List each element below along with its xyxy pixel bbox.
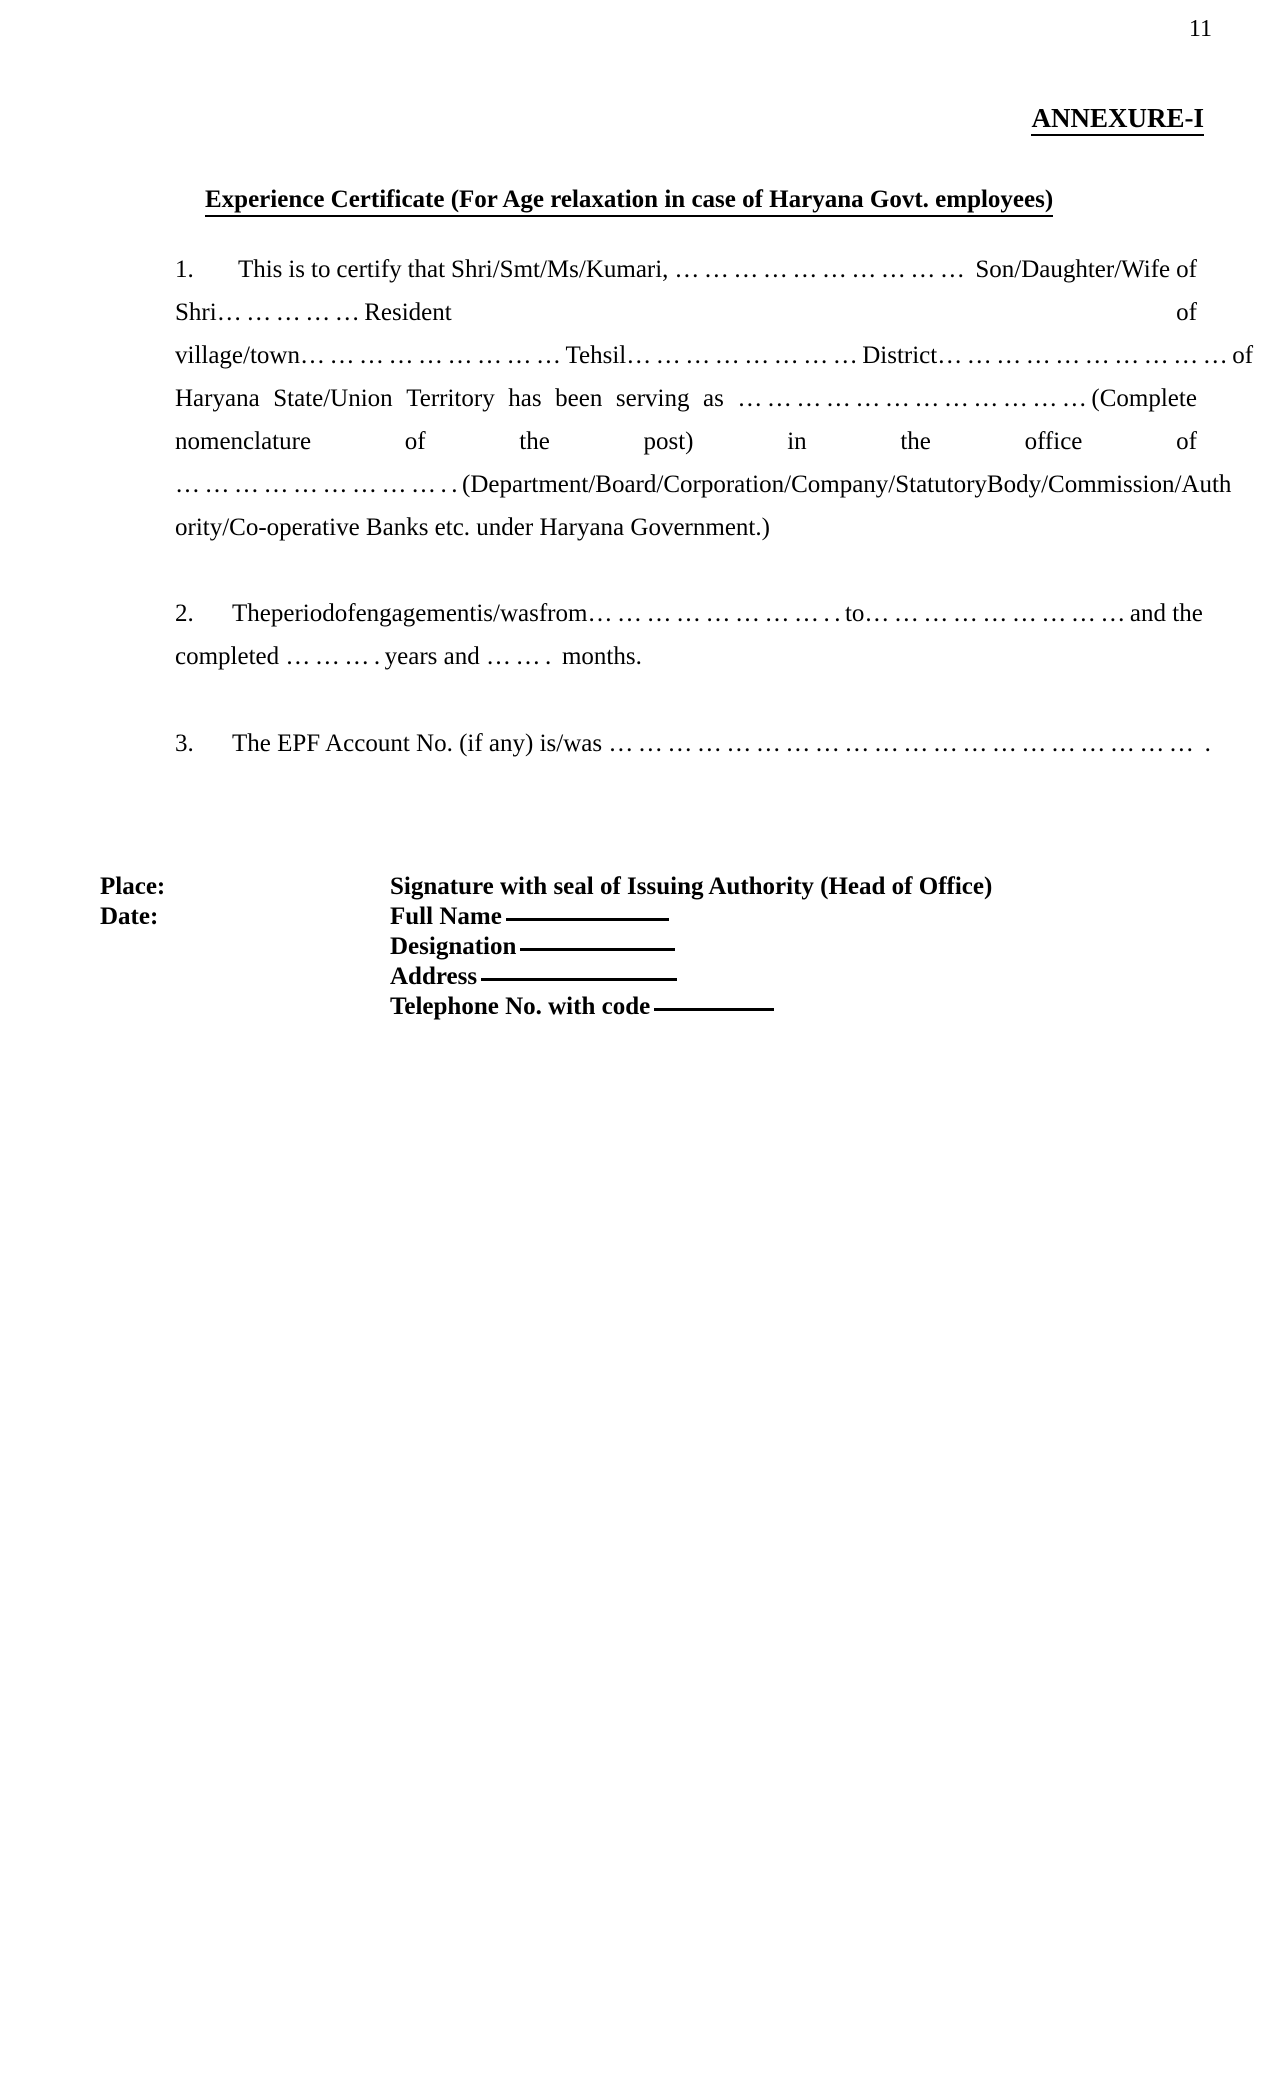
clause-1-l4-t3: Territory — [406, 385, 495, 412]
clause-1-l1-t3: to — [311, 256, 331, 283]
clause-3-l1-leader: …………………………………………………… — [608, 730, 1199, 757]
clause-1-line-7 — [175, 506, 1197, 549]
clause-1-line-4 — [175, 377, 1197, 420]
clause-1-l1-t6: Shri/Smt/Ms/Kumari, — [451, 256, 669, 283]
clause-1-l3-group — [175, 334, 1232, 377]
signature-row-2 — [100, 902, 1100, 932]
page-title — [205, 186, 1085, 214]
clause-2-l2-t2: years and — [384, 643, 486, 670]
clause-1-l4-group — [737, 377, 1197, 420]
clause-2-l1-t1: The — [232, 600, 271, 627]
clause-1-l5-t7: office — [1024, 428, 1083, 455]
clause-1-l5-t5: in — [787, 428, 807, 455]
sig-spacer-1 — [100, 932, 390, 962]
clause-2-l1-group — [587, 592, 1202, 635]
clause-1-l6-leader: ……………………….. — [175, 471, 462, 498]
clause-1-l1-leader: ………………………… — [674, 256, 970, 283]
full-name-label: Full Name — [390, 903, 502, 930]
clause-1-l3-t1: village/town — [175, 342, 300, 369]
designation-field — [390, 932, 1100, 962]
clause-1-l3-leader-3: ………………………… — [937, 342, 1233, 369]
clause-2-l2-t1: completed — [175, 643, 286, 670]
clause-1-l6-t1: (Department/Board/Corporation/Company/StatutoryBody/Commission/Auth — [462, 471, 1232, 498]
clause-1-line-6 — [175, 463, 1232, 506]
clause-1-l2-t2: Resident — [364, 299, 452, 326]
clause-1-l2-leader: …………… — [216, 299, 365, 326]
clause-1-l2-group — [175, 291, 452, 334]
clause-2-number: 2. — [175, 600, 194, 627]
clause-3 — [175, 722, 1211, 765]
clause-2-l1-t7: to — [844, 600, 865, 627]
place-label: Place: — [100, 873, 166, 900]
clause-3-number: 3. — [175, 730, 194, 757]
clause-1-l5-t1: nomenclature — [175, 428, 312, 455]
clause-2-l1-t2: period — [270, 600, 335, 627]
clause-1-l4-t8: (Complete — [1091, 385, 1197, 412]
annexure-heading-text: ANNEXURE-I — [1031, 103, 1204, 136]
clause-1-line-3 — [175, 334, 1254, 377]
clause-1-l5-t4: post) — [643, 428, 694, 455]
signature-row-5 — [100, 992, 1100, 1022]
clause-1-l3-leader-2: …………………… — [626, 342, 863, 369]
clause-1-l4-t5: been — [555, 385, 603, 412]
clause-1-l4-t6: serving — [615, 385, 690, 412]
clause-2-l1-t3: of — [334, 600, 356, 627]
designation-rule[interactable] — [520, 948, 675, 951]
clause-1-line-2 — [175, 291, 1197, 334]
telephone-label: Telephone No. with code — [390, 993, 651, 1020]
clause-1-l7-t1: ority/Co-operative Banks etc. under Haryana Government.) — [175, 514, 770, 541]
page-title-text: Experience Certificate (For Age relaxation in case of Haryana Govt. employees) — [205, 186, 1053, 217]
clause-1-line-1 — [175, 248, 1197, 291]
clause-1-l3-t4: of — [1232, 342, 1254, 369]
clause-1-l3-leader-1: ……………………… — [299, 342, 566, 369]
clause-1-l5-t6: the — [900, 428, 931, 455]
issuing-authority-line: Signature with seal of Issuing Authority (Head of Office) — [390, 873, 993, 900]
clause-2-l1-t8: and the — [1129, 600, 1203, 627]
clause-2-l1-leader-2: ……………………… — [864, 600, 1130, 627]
clause-1-l4-t4: has — [508, 385, 542, 412]
clause-1-l2-t1: Shri — [175, 299, 217, 326]
address-rule[interactable] — [481, 978, 677, 981]
signature-row-4 — [100, 962, 1100, 992]
clause-1-l1-t1: This — [237, 256, 283, 283]
clause-1-l4-t7: as — [703, 385, 724, 412]
clause-1-l4-t1: Haryana — [175, 385, 260, 412]
date-label: Date: — [100, 903, 159, 930]
clause-1-line-5 — [175, 420, 1197, 463]
sig-spacer-3 — [100, 992, 390, 1022]
clause-1 — [175, 248, 1254, 549]
clause-1-l4-t2: State/Union — [273, 385, 393, 412]
clause-1-l3-t3: District — [862, 342, 938, 369]
clause-2-line-2 — [175, 635, 1197, 678]
clause-2 — [175, 592, 1203, 678]
telephone-rule[interactable] — [654, 1008, 774, 1011]
clause-1-l1-t4: certify — [336, 256, 402, 283]
address-field — [390, 962, 1100, 992]
clause-1-l5-t8: of — [1176, 428, 1197, 455]
clause-3-l1-t1: The EPF Account No. (if any) is/was — [232, 730, 609, 757]
clause-1-l4-leader: ……………………………… — [737, 385, 1092, 412]
clause-2-l1-t5: is/was — [476, 600, 539, 627]
clause-1-number: 1. — [175, 256, 194, 283]
clause-1-l2-t3: of — [1176, 299, 1197, 326]
full-name-field — [390, 902, 1100, 932]
clause-1-l1-t8: of — [1176, 256, 1197, 283]
annexure-heading — [0, 105, 1204, 132]
clause-2-l1-t6: from — [538, 600, 588, 627]
full-name-rule[interactable] — [506, 918, 669, 921]
clause-3-l1-t2: . — [1198, 730, 1211, 757]
clause-1-l5-t2: of — [404, 428, 426, 455]
address-label: Address — [390, 963, 478, 990]
clause-2-l2-leader-1: ………. — [285, 643, 385, 670]
signature-row-3 — [100, 932, 1100, 962]
clause-1-l1-t7: Son/Daughter/Wife — [975, 256, 1171, 283]
clause-3-line-1 — [175, 722, 1211, 765]
clause-2-l2-t3: months. — [555, 643, 642, 670]
clause-2-line-1 — [175, 592, 1203, 635]
signature-block — [100, 872, 1100, 1022]
clause-1-l1-t5: that — [407, 256, 446, 283]
designation-label: Designation — [390, 933, 517, 960]
clause-1-l5-t3: the — [519, 428, 550, 455]
signature-row-1 — [100, 872, 1100, 902]
page-number: 11 — [1188, 16, 1212, 42]
clause-1-l3-t2: Tehsil — [565, 342, 627, 369]
clause-2-l2-leader-2: ……. — [485, 643, 556, 670]
clause-1-l1-t2: is — [288, 256, 306, 283]
clause-2-l1-leader-1: …………………….. — [587, 600, 845, 627]
telephone-field — [390, 992, 1100, 1022]
sig-spacer-2 — [100, 962, 390, 992]
clause-2-l1-t4: engagement — [355, 600, 477, 627]
